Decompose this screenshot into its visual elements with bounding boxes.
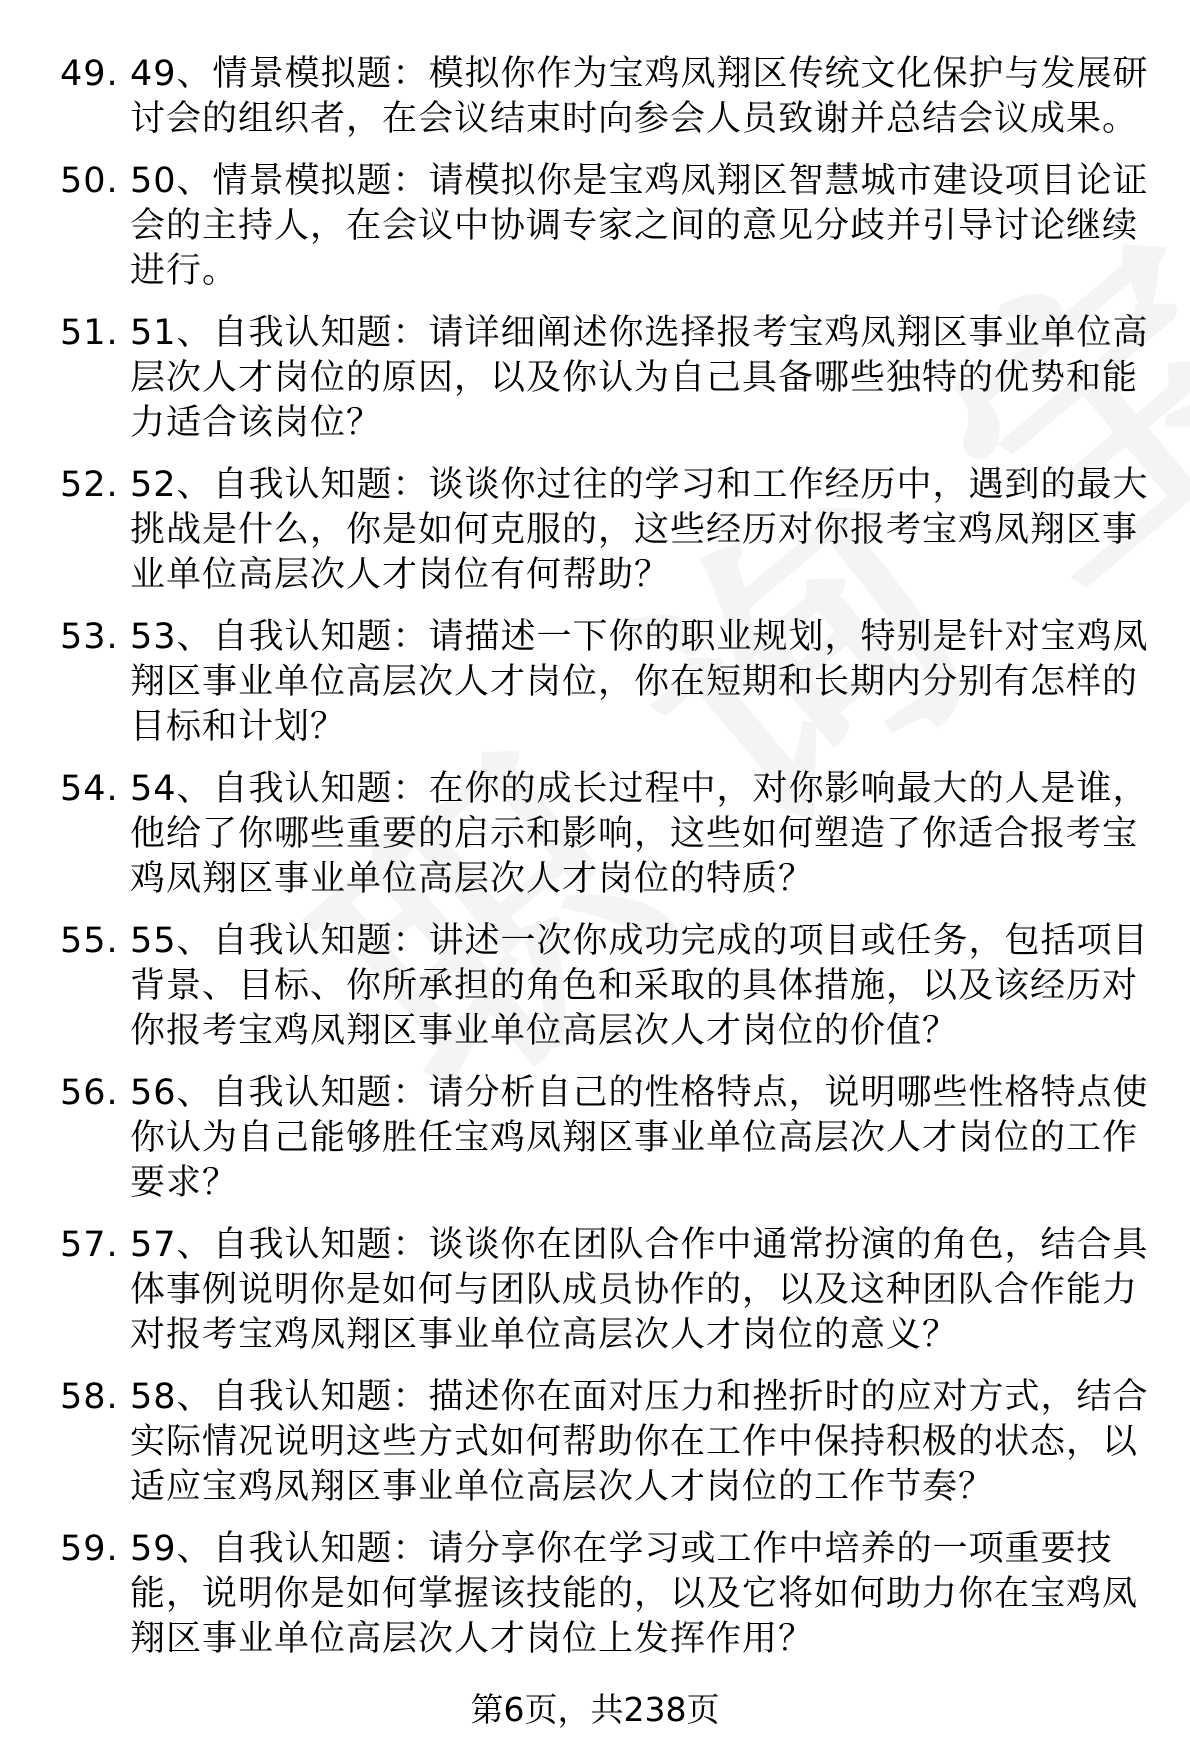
question-text: 53、自我认知题：请描述一下你的职业规划，特别是针对宝鸡凤翔区事业单位高层次人才岗位，你在短期和长期内分别有怎样的目标和计划？: [130, 617, 1149, 747]
item-number: 56.: [60, 1073, 119, 1113]
question-text: 58、自我认知题：描述你在面对压力和挫折时的应对方式，结合实际情况说明这些方式如何帮助你在工作中保持积极的状态，以适应宝鸡凤翔区事业单位高层次人才岗位的工作节奏？: [130, 1377, 1149, 1507]
list-item: [60, 1223, 1160, 1358]
question-text: 54、自我认知题：在你的成长过程中，对你影响最大的人是谁，他给了你哪些重要的启示和影响，这些如何塑造了你适合报考宝鸡凤翔区事业单位高层次人才岗位的特质？: [130, 769, 1149, 899]
question-text: 55、自我认知题：讲述一次你成功完成的项目或任务，包括项目背景、目标、你所承担的角色和采取的具体措施，以及该经历对你报考宝鸡凤翔区事业单位高层次人才岗位的价值？: [130, 921, 1149, 1051]
question-text: 56、自我认知题：请分析自己的性格特点，说明哪些性格特点使你认为自己能够胜任宝鸡凤翔区事业单位高层次人才岗位的工作要求？: [130, 1073, 1149, 1203]
list-item: [60, 1071, 1160, 1206]
question-text: 52、自我认知题：谈谈你过往的学习和工作经历中，遇到的最大挑战是什么，你是如何克服的，这些经历对你报考宝鸡凤翔区事业单位高层次人才岗位有何帮助？: [130, 465, 1149, 595]
item-number: 52.: [60, 465, 119, 505]
question-text: 57、自我认知题：谈谈你在团队合作中通常扮演的角色，结合具体事例说明你是如何与团队成员协作的，以及这种团队合作能力对报考宝鸡凤翔区事业单位高层次人才岗位的意义？: [130, 1225, 1149, 1355]
item-number: 53.: [60, 617, 119, 657]
question-text: 51、自我认知题：请详细阐述你选择报考宝鸡凤翔区事业单位高层次人才岗位的原因，以及你认为自己具备哪些独特的优势和能力适合该岗位？: [130, 313, 1149, 443]
item-number: 55.: [60, 921, 119, 961]
item-number: 54.: [60, 769, 119, 809]
item-number: 57.: [60, 1225, 119, 1265]
question-text: 49、情景模拟题：模拟你作为宝鸡凤翔区传统文化保护与发展研讨会的组织者，在会议结束时向参会人员致谢并总结会议成果。: [130, 54, 1149, 139]
list-item: [60, 311, 1160, 446]
list-item: [60, 919, 1160, 1054]
list-item: [60, 463, 1160, 598]
question-list: [60, 52, 1160, 1679]
list-item: [60, 1527, 1160, 1662]
item-number: 58.: [60, 1377, 119, 1417]
list-item: [60, 615, 1160, 750]
list-item: [60, 1375, 1160, 1510]
item-number: 51.: [60, 313, 119, 353]
item-number: 59.: [60, 1529, 119, 1569]
question-text: 50、情景模拟题：请模拟你是宝鸡凤翔区智慧城市建设项目论证会的主持人，在会议中协调专家之间的意见分歧并引导讨论继续进行。: [130, 161, 1149, 291]
item-number: 49.: [60, 54, 119, 94]
list-item: [60, 159, 1160, 294]
question-text: 59、自我认知题：请分享你在学习或工作中培养的一项重要技能，说明你是如何掌握该技能的，以及它将如何助力你在宝鸡凤翔区事业单位高层次人才岗位上发挥作用？: [130, 1529, 1139, 1659]
item-number: 50.: [60, 161, 119, 201]
page-footer: 第6页，共238页: [470, 1690, 720, 1729]
list-item: [60, 52, 1160, 142]
list-item: [60, 767, 1160, 902]
